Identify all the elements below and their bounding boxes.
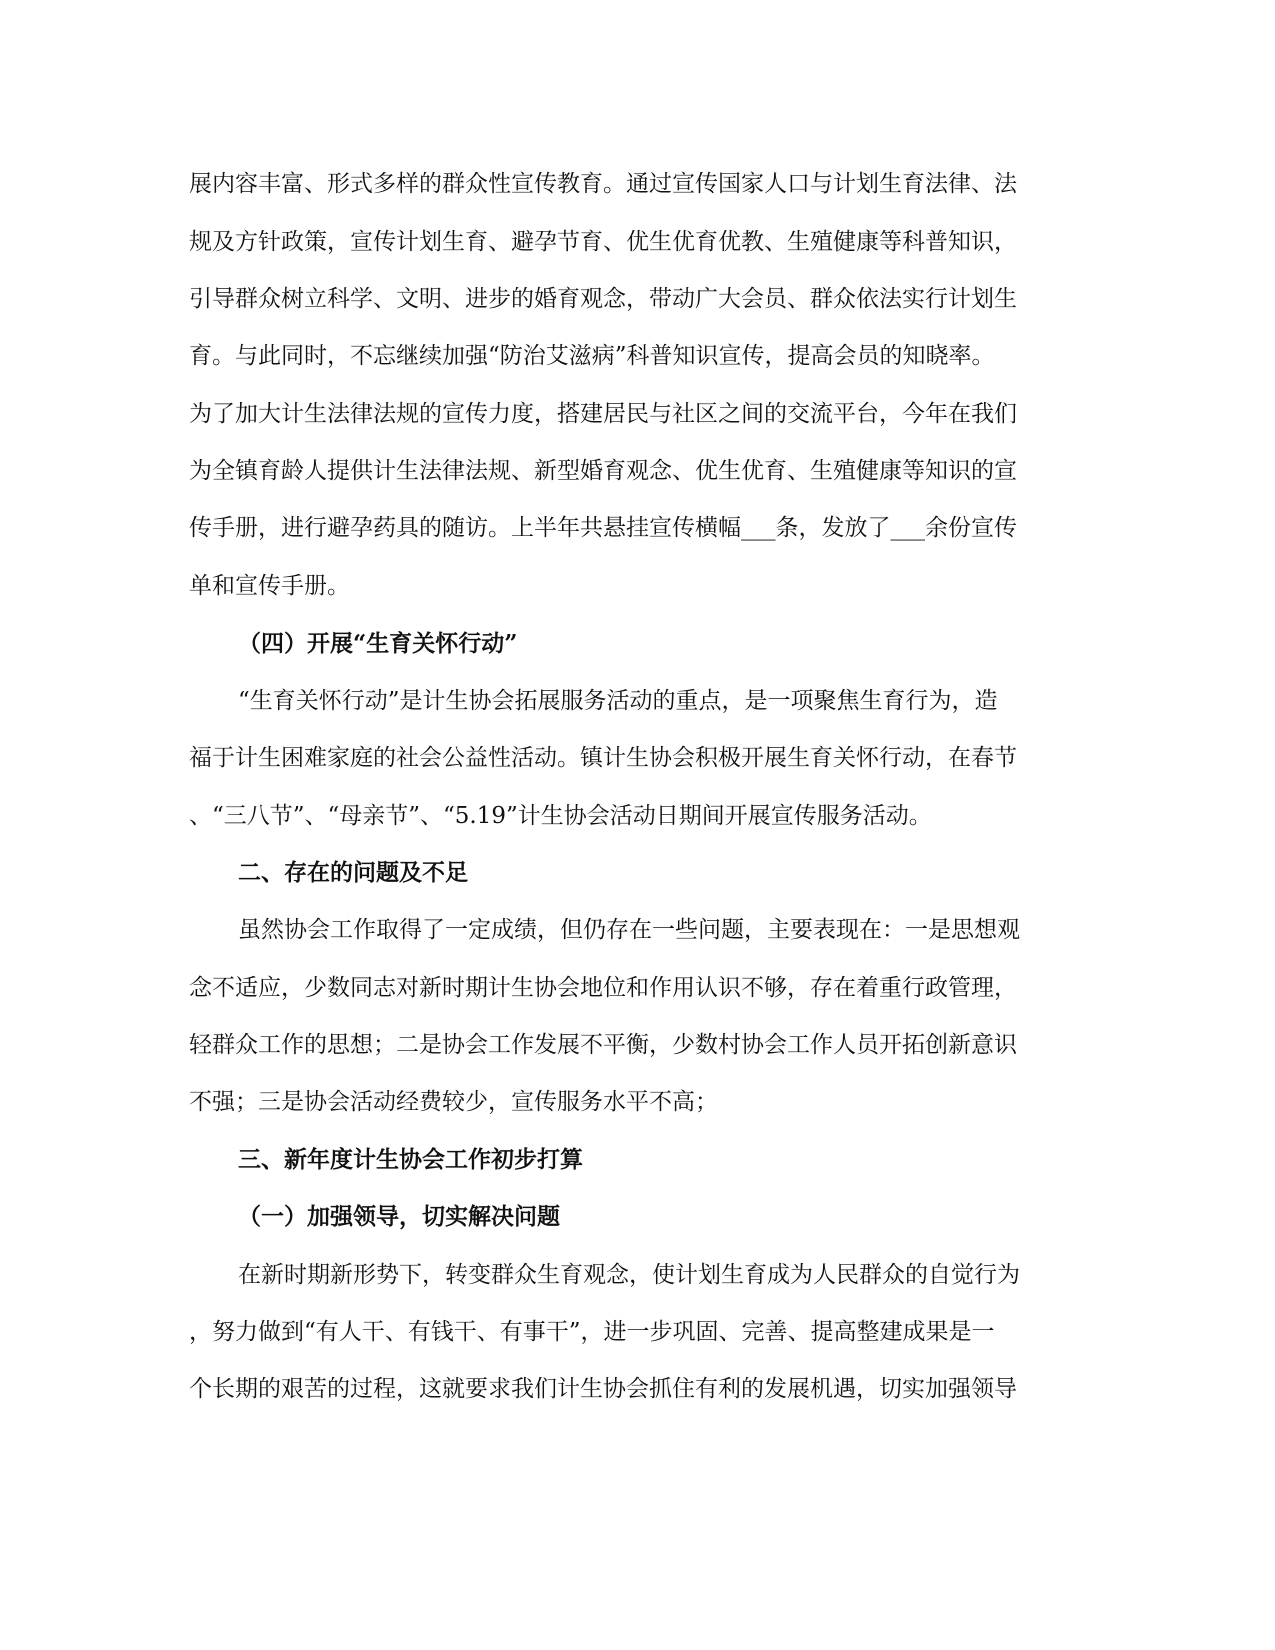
paragraph-line: “生育关怀行动”是计生协会拓展服务活动的重点，是一项聚焦生育行为，造 — [238, 688, 998, 714]
paragraph-line: 展内容丰富、形式多样的群众性宣传教育。通过宣传国家人口与计划生育法律、法 — [189, 171, 1017, 197]
paragraph-line: 传手册，进行避孕药具的随访。上半年共悬挂宣传横幅___条，发放了___余份宣传 — [189, 515, 1017, 541]
paragraph-line: ，努力做到“有人干、有钱干、有事干”，进一步巩固、完善、提高整建成果是一 — [189, 1319, 995, 1345]
section-heading: （一）加强领导，切实解决问题 — [238, 1203, 560, 1230]
paragraph-line: 轻群众工作的思想；二是协会工作发展不平衡，少数村协会工作人员开拓创新意识 — [189, 1032, 1017, 1058]
section-heading: 三、新年度计生协会工作初步打算 — [238, 1146, 583, 1173]
paragraph-line: 引导群众树立科学、文明、进步的婚育观念，带动广大会员、群众依法实行计划生 — [189, 286, 1017, 312]
paragraph-line: 为全镇育龄人提供计生法律法规、新型婚育观念、优生优育、生殖健康等知识的宣 — [189, 458, 1017, 484]
paragraph-line: 、“三八节”、“母亲节”、“5.19”计生协会活动日期间开展宣传服务活动。 — [189, 803, 932, 829]
paragraph-line: 在新时期新形势下，转变群众生育观念，使计划生育成为人民群众的自觉行为 — [238, 1262, 1020, 1288]
paragraph-line: 福于计生困难家庭的社会公益性活动。镇计生协会积极开展生育关怀行动，在春节 — [189, 745, 1017, 771]
paragraph-line: 为了加大计生法律法规的宣传力度，搭建居民与社区之间的交流平台，今年在我们 — [189, 401, 1017, 427]
paragraph-line: 虽然协会工作取得了一定成绩，但仍存在一些问题，主要表现在：一是思想观 — [238, 917, 1020, 943]
section-heading: （四）开展“生育关怀行动” — [238, 630, 518, 657]
paragraph-line: 念不适应，少数同志对新时期计生协会地位和作用认识不够，存在着重行政管理， — [189, 975, 1017, 1001]
paragraph-line: 单和宣传手册。 — [189, 573, 350, 599]
paragraph-line: 个长期的艰苦的过程，这就要求我们计生协会抓住有利的发展机遇，切实加强领导 — [189, 1376, 1017, 1402]
section-heading: 二、存在的问题及不足 — [238, 859, 468, 886]
paragraph-line: 育。与此同时，不忘继续加强“防治艾滋病”科普知识宣传，提高会员的知晓率。 — [189, 343, 995, 369]
paragraph-line: 不强；三是协会活动经费较少，宣传服务水平不高； — [189, 1089, 718, 1115]
paragraph-line: 规及方针政策，宣传计划生育、避孕节育、优生优育优教、生殖健康等科普知识， — [189, 229, 1017, 255]
